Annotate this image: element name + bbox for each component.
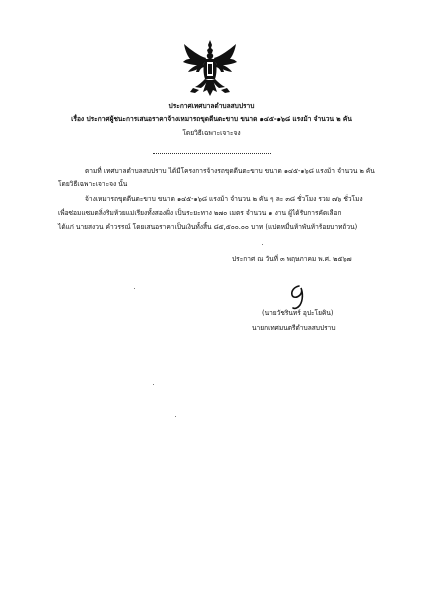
scan-speck bbox=[175, 416, 176, 417]
document-heading: ประกาศเทศบาลตำบลสบปราบ bbox=[168, 102, 255, 110]
subject-line-2: โดยวิธีเฉพาะเจาะจง bbox=[182, 129, 241, 137]
scan-speck bbox=[153, 384, 154, 385]
scan-speck bbox=[134, 288, 135, 289]
signer-title: นายกเทศมนตรีตำบลสบปราบ bbox=[252, 324, 336, 332]
announce-date: ประกาศ ณ วันที่ ๓ พฤษภาคม พ.ศ. ๒๕๖๗ bbox=[232, 255, 352, 263]
body-paragraph-1-line-1: ตามที่ เทศบาลตำบลสบปราบ ได้มีโครงการจ้างรถขุดตีนตะขาบ ขนาด ๑๔๕-๑๖๘ แรงม้า จำนวน ๒ คัน bbox=[85, 167, 375, 175]
subject-text-1: ประกาศผู้ชนะการเสนอราคาจ้างเหมารถขุดตีนตะขาบ ขนาด ๑๔๕-๑๖๘ แรงม้า จำนวน ๒ คัน bbox=[86, 115, 352, 123]
body-paragraph-2-line-1: จ้างเหมารถขุดตีนตะขาบ ขนาด ๑๔๕-๑๖๘ แรงม้า จำนวน ๒ คัน ๆ ละ ๓๘ ชั่วโมง รวม ๗๖ ชั่วโมง bbox=[85, 195, 363, 203]
body-paragraph-1-line-2: โดยวิธีเฉพาะเจาะจง นั้น bbox=[58, 180, 128, 188]
body-paragraph-2-line-3: ได้แก่ นายสงวน คำวรรณ์ โดยเสนอราคาเป็นเงินทั้งสิ้น ๘๕,๕๐๐.๐๐ บาท (แปดหมื่นห้าพันห้าร้อยบาทถ้วน) bbox=[58, 223, 358, 231]
garuda-emblem-icon bbox=[181, 38, 239, 100]
signer-name: (นายวัชรินทร์ อุปะโยคิน) bbox=[262, 309, 334, 317]
body-paragraph-2-line-2: เพื่อซ่อมแซมตลิ่งริมห้วยแม่เรียงทั้งสองฝั่ง เป็นระยะทาง ๒๗๐ เมตร จำนวน ๑ งาน ผู้ได้รับการคัดเลือก bbox=[58, 209, 342, 217]
heading-divider bbox=[153, 153, 271, 154]
subject-line-1 bbox=[0, 115, 423, 124]
signature-icon bbox=[284, 283, 310, 311]
scan-speck bbox=[262, 244, 263, 245]
subject-label: เรื่อง bbox=[71, 115, 85, 123]
